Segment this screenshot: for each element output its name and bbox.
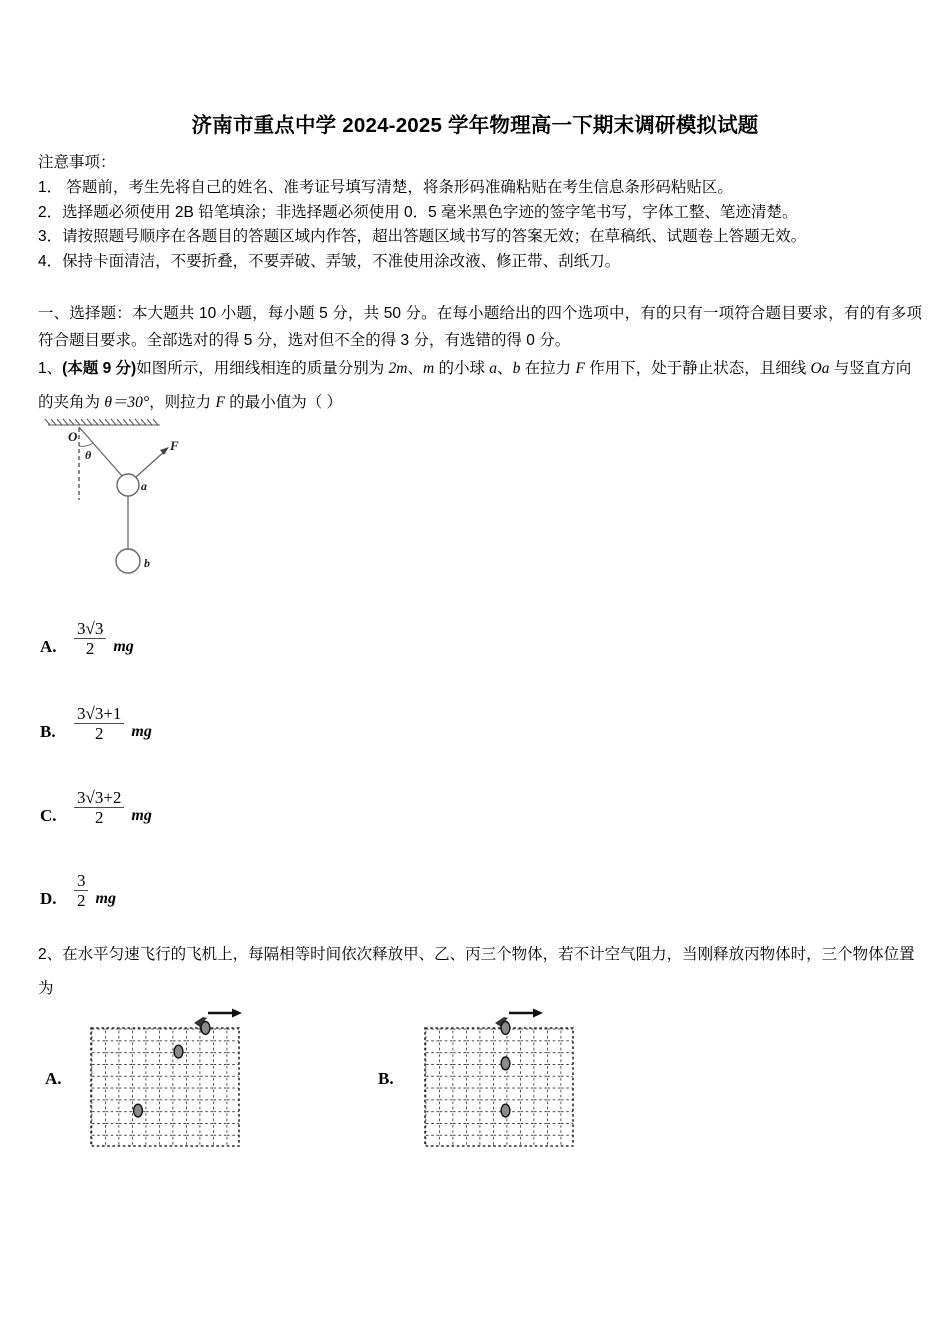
figure-label-b: b [144,556,150,570]
option-c-letter: C. [40,806,57,825]
object-yi [501,1057,510,1070]
notice-block [38,152,918,274]
object-jia [501,1104,510,1117]
notice-item-2: 2．选择题必须使用 2B 铅笔填涂；非选择题必须使用 0．5 毫米黑色字迹的签字笔书写，字体工整、笔迹清楚。 [38,203,798,221]
q1-var-f2: F [215,394,225,411]
question-1-figure [40,414,250,594]
q2-figure-b [412,1005,592,1160]
ball-b [116,549,140,573]
figure-label-f: F [170,438,179,453]
option-b-numerator: 3√3+1 [77,704,122,723]
ball-a [117,474,139,496]
option-a-letter: A. [40,637,57,656]
force-f-arrow [136,450,166,477]
option-b-denominator: 2 [94,724,104,743]
page-title: 济南市重点中学 2024-2025 学年物理高一下期末调研模拟试题 [191,114,759,137]
q1-sep-1: 、 [407,360,423,377]
object-yi [174,1045,183,1058]
q1-number: 1、 [38,360,63,377]
q1-text-d: 作用下，处于静止状态，且细线 [584,360,811,377]
q1-text-a: 如图所示，用细线相连的质量分别为 [136,360,389,377]
notice-item-4: 4．保持卡面清洁，不要折叠，不要弄破、弄皱，不准使用涂改液、修正带、刮纸刀。 [38,252,621,270]
q1-sep-2: 、 [497,360,513,377]
option-b-suffix: mg [131,723,152,740]
q1-theta-value: θ＝30° [104,394,150,411]
q2-option-a-letter: A. [45,1069,62,1088]
q2-text: 在水平匀速飞行的飞机上，每隔相等时间依次释放甲、乙、丙三个物体，若不计空气阻力，当刚释放丙物体时，三个物体位置为 [38,946,915,997]
question-1-option-a[interactable] [40,620,134,657]
option-c-fraction [74,789,124,826]
q1-text-c: 在拉力 [520,360,576,377]
section-heading-choice: 一、选择题：本大题共 10 小题，每小题 5 分，共 50 分。在每小题给出的四个选项中，有的只有一项符合题目要求，有的有多项符合题目要求。全部选对的得 5 分，选对但不全的得 3 分，有选错的得 0 分。 [38,305,922,349]
q1-var-m: m [422,360,435,377]
q2-option-b-letter: B. [378,1069,394,1088]
notice-item-1: 1． 答题前，考生先将自己的姓名、准考证号填写清楚，将条形码准确粘贴在考生信息条形码粘贴区。 [38,179,733,196]
q1-text-f: 竖直方向的夹角为 [38,360,912,411]
question-1-option-b[interactable] [40,705,152,742]
q1-var-b: b [512,360,521,377]
question-1-stem [38,352,922,420]
q1-var-a: a [489,360,498,377]
option-a-denominator: 2 [85,639,95,658]
arrow-right-icon [509,1009,543,1018]
figure-label-o: O [68,429,78,444]
notice-heading: 注意事项： [38,154,116,171]
option-a-numerator: 3√3 [77,619,104,638]
dot-grid [425,1028,573,1146]
option-c-denominator: 2 [94,808,104,827]
option-c-suffix: mg [131,807,152,824]
q1-text-e: 与 [829,360,850,377]
q2-number: 2、 [38,946,63,963]
q1-var-2m: 2m [388,360,408,377]
q1-text-h: 的最小值为（ ） [224,394,343,411]
question-2-stem [38,938,922,1006]
option-d-numerator: 3 [77,871,86,890]
option-a-suffix: mg [113,638,134,655]
option-b-letter: B. [40,722,56,741]
object-bing [201,1022,210,1035]
q1-var-oa: Oa [810,360,830,377]
q2-figure-a [78,1005,258,1160]
option-d-suffix: mg [95,890,116,907]
question-1-option-c[interactable] [40,789,152,826]
q1-var-f: F [575,360,585,377]
option-d-letter: D. [40,889,57,908]
question-2-option-a[interactable] [38,1005,258,1160]
object-bing [501,1022,510,1035]
ceiling-hatch-icon [45,419,160,425]
question-2-option-b[interactable] [372,1005,592,1160]
dot-grid [91,1028,239,1146]
option-d-denominator: 2 [77,891,86,910]
option-a-fraction [74,620,106,657]
q1-text-g: ，则拉力 [149,394,216,411]
figure-label-a: a [141,479,147,493]
option-d-fraction [74,872,89,909]
angle-arc [79,443,93,446]
figure-label-theta: θ [85,448,92,462]
object-jia [134,1104,143,1117]
arrow-right-icon [208,1009,242,1018]
option-b-fraction [74,705,124,742]
q1-text-b: 的小球 [434,360,490,377]
question-1-option-d[interactable] [40,872,116,909]
q1-score-tag: (本题 9 分) [62,360,137,377]
option-c-numerator: 3√3+2 [77,788,122,807]
notice-item-3: 3．请按照题号顺序在各题目的答题区域内作答，超出答题区域书写的答案无效；在草稿纸、试题卷上答题无效。 [38,228,807,245]
